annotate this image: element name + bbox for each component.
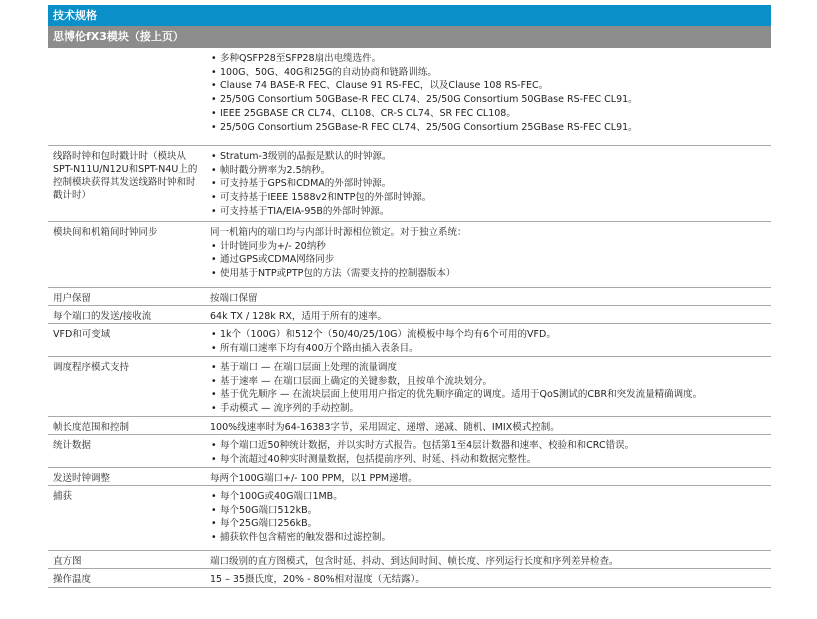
bullet-item: • 所有端口速率下均有400万个路由插入表条目。 <box>210 342 769 356</box>
table-row <box>48 146 771 222</box>
row-label: 调度程序模式支持 <box>53 362 130 373</box>
row-text: 按端口保留 <box>210 293 258 304</box>
row-content <box>206 306 771 323</box>
bullet-item: • 100G、50G、40G和25G的自动协商和链路训练。 <box>210 66 769 80</box>
row-text: 100%线速率时为64-16383字节，采用固定、递增、递减、随机、IMIX模式控制。 <box>210 422 560 433</box>
table-row <box>48 417 771 435</box>
bullet-list <box>210 439 769 466</box>
bullet-item: • 捕获软件包含精密的触发器和过滤控制。 <box>210 531 769 545</box>
row-content <box>206 468 771 485</box>
bullet-item: • 每个流超过40种实时测量数据，包括提前序列、时延、抖动和数据完整性。 <box>210 453 769 467</box>
row-label: 每个端口的发送/接收流 <box>53 311 152 322</box>
row-content <box>206 417 771 434</box>
row-label: 用户保留 <box>53 293 92 304</box>
bullet-item: • 1k个（100G）和512个（50/40/25/10G）流模板中每个均有6个可用的VFD。 <box>210 328 769 342</box>
row-label: 发送时钟调整 <box>53 473 111 484</box>
row-label: VFD和可变域 <box>53 329 111 340</box>
bullet-item: • Stratum-3级别的晶振是默认的时钟源。 <box>210 150 769 164</box>
bullet-list <box>210 52 769 134</box>
bullet-item: • 可支持基于GPS和CDMA的外部时钟源。 <box>210 177 769 191</box>
bullet-item: • 可支持基于TIA/EIA-95B的外部时钟源。 <box>210 205 769 219</box>
bullet-item: • 每个100G或40G端口1MB。 <box>210 490 769 504</box>
row-content <box>206 222 771 287</box>
table-row <box>48 48 771 146</box>
bullet-item: • 每个50G端口512kB。 <box>210 504 769 518</box>
row-content <box>206 551 771 568</box>
row-label: 帧长度范围和控制 <box>53 422 130 433</box>
bullet-item: • 每个25G端口256kB。 <box>210 517 769 531</box>
bullet-list <box>210 150 769 219</box>
bullet-item: • 基于速率 — 在端口层面上确定的关键参数，且按单个流块划分。 <box>210 375 769 389</box>
bullet-item: • 手动模式 — 流序列的手动控制。 <box>210 402 769 416</box>
bullet-item: • 多种QSFP28至SFP28扇出电缆选件。 <box>210 52 769 66</box>
section-title: 技术规格 <box>48 5 771 26</box>
section-subtitle: 思博伦fX3模块（接上页） <box>48 26 771 48</box>
row-text: 同一机箱内的端口均与内部计时源相位锁定。对于独立系统： <box>210 227 467 238</box>
row-label: 模块间和机箱间时钟同步 <box>53 227 158 238</box>
table-row <box>48 468 771 486</box>
row-label: 直方图 <box>53 556 82 567</box>
row-content <box>206 569 771 587</box>
table-row <box>48 324 771 357</box>
bullet-item: • 帧时戳分辨率为2.5纳秒。 <box>210 164 769 178</box>
row-content <box>206 357 771 416</box>
bullet-item: • 计时链同步为+/- 20纳秒 <box>210 240 769 254</box>
bullet-item: • 基于优先顺序 — 在流块层面上使用用户指定的优先顺序确定的调度。适用于QoS测试的CBR和突发流量精确调度。 <box>210 388 769 402</box>
table-row <box>48 357 771 417</box>
bullet-item: • Clause 74 BASE-R FEC、Clause 91 RS-FEC，以及Clause 108 RS-FEC。 <box>210 79 769 93</box>
bullet-item: • IEEE 25GBASE CR CL74、CL108、CR-S CL74、SR FEC CL108。 <box>210 107 769 121</box>
row-label: 统计数据 <box>53 440 92 451</box>
table-row <box>48 435 771 468</box>
row-label: 捕获 <box>53 491 73 502</box>
row-label: 操作温度 <box>53 574 92 585</box>
bullet-item: • 使用基于NTP或PTP包的方法（需要支持的控制器版本） <box>210 267 769 281</box>
table-row <box>48 569 771 588</box>
spec-table <box>48 48 771 588</box>
row-content <box>206 324 771 356</box>
spec-page <box>48 5 771 588</box>
bullet-item: • 25/50G Consortium 25GBase-R FEC CL74、25/50G Consortium 25GBase RS-FEC CL91。 <box>210 121 769 135</box>
row-content <box>206 435 771 467</box>
bullet-item: • 基于端口 — 在端口层面上处理的流量调度 <box>210 361 769 375</box>
bullet-list <box>210 361 769 416</box>
table-row <box>48 486 771 551</box>
bullet-list <box>210 328 769 355</box>
row-label <box>48 48 206 145</box>
bullet-list <box>210 490 769 545</box>
row-label: 线路时钟和包时戳计时（模块从SPT-N11U/N12U和SPT-N4U上的控制模块获得其发送线路时钟和时戳计时） <box>53 151 198 201</box>
table-row <box>48 222 771 288</box>
table-row <box>48 551 771 569</box>
row-content <box>206 486 771 550</box>
bullet-item: • 通过GPS或CDMA网络同步 <box>210 253 769 267</box>
bullet-item: • 每个端口近50种统计数据，并以实时方式报告。包括第1至4层计数器和速率、校验和和CRC错误。 <box>210 439 769 453</box>
row-text: 每两个100G端口+/- 100 PPM，以1 PPM递增。 <box>210 473 418 484</box>
bullet-list <box>210 240 769 281</box>
row-text: 64k TX / 128k RX，适用于所有的速率。 <box>210 311 387 322</box>
row-text: 15 – 35摄氏度，20% - 80%相对湿度（无结露）。 <box>210 574 425 585</box>
row-content <box>206 48 771 145</box>
bullet-item: • 25/50G Consortium 50GBase-R FEC CL74、25/50G Consortium 50GBase RS-FEC CL91。 <box>210 93 769 107</box>
row-content <box>206 288 771 305</box>
table-row <box>48 306 771 324</box>
row-text: 端口级别的直方图模式，包含时延、抖动、到达间时间、帧长度、序列运行长度和序列差异检查。 <box>210 556 619 567</box>
bullet-item: • 可支持基于IEEE 1588v2和NTP包的外部时钟源。 <box>210 191 769 205</box>
table-row <box>48 288 771 306</box>
row-content <box>206 146 771 221</box>
